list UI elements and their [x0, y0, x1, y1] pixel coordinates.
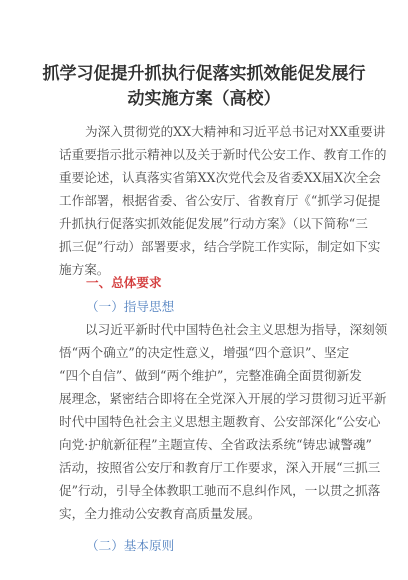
subsection-heading-guiding-ideology: （一）指导思想	[86, 299, 175, 314]
intro-line: 工作部署，根据省委、省公安厅、省教育厅《“抓学习促提	[59, 193, 381, 208]
intro-line: 为深入贯彻党的XX大精神和习近平总书记对XX重要讲	[85, 124, 386, 139]
guiding-line: 时代中国特色社会主义思想主题教育、公安部深化“公安心	[59, 414, 381, 429]
title-line-1: 抓学习促提升抓执行促落实抓效能促发展行	[42, 64, 366, 84]
intro-line: 重要论述，认真落实省第XX次党代会及省委XX届X次全会	[59, 170, 381, 185]
intro-line: 施方案。	[59, 262, 110, 277]
guiding-line: 以习近平新时代中国特色社会主义思想为指导，深刻领	[85, 322, 388, 337]
intro-line: 抓三促”行动）部署要求，结合学院工作实际，制定如下实	[59, 239, 381, 254]
guiding-line: 悟“两个确立”的决定性意义，增强“四个意识”、坚定	[59, 345, 350, 360]
guiding-line: 展理念，紧密结合即将在全党深入开展的学习贯彻习近平新	[59, 391, 387, 406]
guiding-line: “四个自信”、做到“两个维护”，完整准确全面贯彻新发	[59, 368, 362, 383]
guiding-line: 向党·护航新征程”主题宣传、全省政法系统“铸忠诚警魂”	[59, 437, 372, 452]
guiding-line: 促”行动，引导全体教职工驰而不息纠作风，一以贯之抓落	[59, 483, 381, 498]
intro-line: 升抓执行促落实抓效能促发展”行动方案》（以下简称“三	[59, 216, 368, 231]
title-line-2: 动实施方案（高校）	[127, 89, 281, 109]
intro-paragraph	[59, 120, 387, 281]
document-title	[24, 62, 384, 112]
intro-line: 话重要指示批示精神以及关于新时代公安工作、教育工作的	[59, 147, 387, 162]
guiding-line: 实，全力推动公安教育高质量发展。	[59, 506, 261, 521]
guiding-ideology-paragraph	[59, 318, 388, 525]
subsection-heading-basic-principles: （二）基本原则	[86, 538, 175, 553]
guiding-line: 活动，按照省公安厅和教育厅工作要求，深入开展“三抓三	[59, 460, 381, 475]
section-heading-general-requirements: 一、总体要求	[86, 275, 162, 290]
